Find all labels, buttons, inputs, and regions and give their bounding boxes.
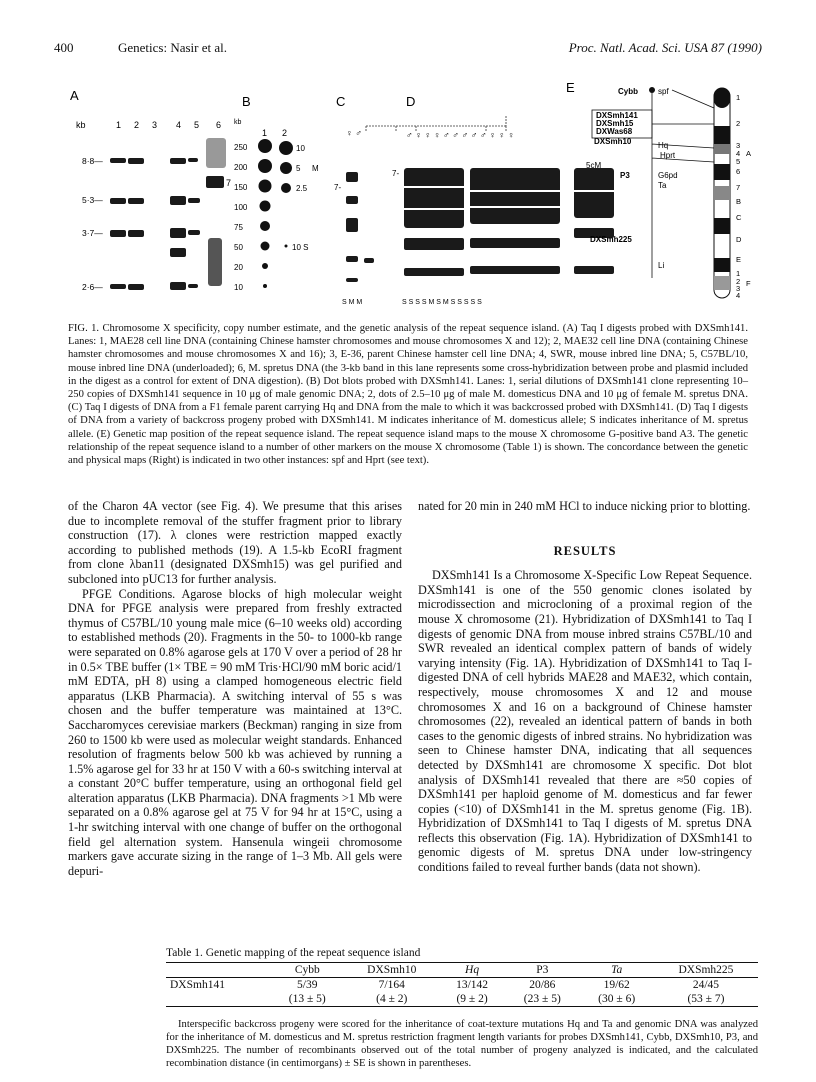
right-column — [418, 499, 752, 875]
lane-b-1: 1 — [262, 128, 268, 138]
table-footnote: Interspecific backcross progeny were scored for the inheritance of coat-texture mutations Hq and Ta and genomic DNA was analyzed for the inheritance of M. domesticus and M. spretus restriction fragment length variants for probes DXSmh141, Cybb, DXSmh10, P3, and DXSmh225. The number of recombinants observed out of the total number of progeny analyzed is indicated, and the calculated recombination distance (in centimorgans) ± SE is shown in parentheses. — [166, 1019, 758, 1069]
marker-dxsmh15: DXSmh15 — [596, 119, 634, 128]
marker-hq: Hq — [658, 141, 669, 150]
lane-a-6: 6 — [216, 120, 222, 130]
paragraph: nated for 20 min in 240 mM HCl to induce nicking prior to blotting. — [418, 499, 751, 513]
panel-d-arrow: 7- — [392, 169, 400, 178]
lane-a-4: 4 — [176, 120, 182, 130]
dot-b-size-3: 150 — [234, 183, 248, 192]
lane-a-5: 5 — [194, 120, 200, 130]
gel-a-bands — [110, 138, 226, 290]
svg-text:C: C — [736, 213, 742, 222]
table-header: Cybb — [294, 964, 320, 976]
panel-a-lanes — [116, 120, 221, 130]
running-header — [54, 40, 762, 60]
svg-text:3: 3 — [736, 284, 741, 293]
panel-d-label: D — [406, 94, 416, 109]
marker-dxsmh10: DXSmh10 — [594, 137, 632, 146]
panel-a — [70, 88, 231, 292]
panel-e-label: E — [566, 80, 575, 95]
svg-text:1: 1 — [736, 93, 741, 102]
panel-c-label: C — [336, 94, 346, 109]
svg-text:6: 6 — [736, 167, 741, 176]
chromosome-ideogram — [714, 88, 730, 298]
marker-li: Li — [658, 261, 665, 270]
size-a-1: 8·8— — [82, 156, 103, 166]
svg-text:♀ ♂: ♀ ♂ — [346, 128, 363, 138]
panel-b — [234, 94, 319, 292]
dot-blot-b — [258, 139, 293, 288]
panel-a-label: A — [70, 88, 79, 103]
table-header-row — [166, 963, 758, 978]
dot-b-size-7: 20 — [234, 263, 243, 272]
svg-text:2: 2 — [736, 277, 741, 286]
dot-b-size-5: 75 — [234, 223, 243, 232]
svg-text:5: 5 — [736, 157, 741, 166]
svg-text:D: D — [736, 235, 742, 244]
dot-b-size-4: 100 — [234, 203, 248, 212]
marker-dxwas68: DXWas68 — [596, 127, 633, 136]
table — [166, 962, 758, 1007]
lane-b-2: 2 — [282, 128, 288, 138]
svg-text:3: 3 — [736, 141, 741, 150]
lane-a-3: 3 — [152, 120, 158, 130]
panel-d-bottom: S S S S M S M S S S S S — [402, 299, 482, 306]
dot-b-s: 10 S — [292, 243, 309, 252]
panel-a-arrow: 7 — [226, 178, 232, 188]
panel-c-arrow: 7- — [334, 183, 342, 192]
row-label: DXSmh141 — [170, 979, 225, 991]
gel-d-bands — [404, 168, 614, 276]
dot-b-right-2: 5 — [296, 164, 301, 173]
lane-a-1: 1 — [116, 120, 122, 130]
panel-a-kb: kb — [76, 120, 86, 130]
table-header: DXSmh10 — [367, 964, 417, 976]
marker-spf: spf — [658, 87, 669, 96]
marker-cybb: Cybb — [618, 87, 638, 96]
size-a-3: 3·7— — [82, 228, 103, 238]
lane-a-2: 2 — [134, 120, 140, 130]
panel-b-kb: kb — [234, 119, 242, 126]
table-header: Hq — [465, 964, 480, 976]
dot-b-size-1: 250 — [234, 143, 248, 152]
svg-text:4: 4 — [736, 291, 741, 300]
journal-reference: Proc. Natl. Acad. Sci. USA 87 (1990) — [568, 40, 762, 55]
svg-text:A: A — [746, 149, 752, 158]
svg-text:4: 4 — [736, 149, 741, 158]
marker-dxsmh225: DXSmh225 — [590, 235, 632, 244]
marker-hprt: Hprt — [660, 151, 676, 160]
table-row: DXSmh141 5/39 7/164 13/142 20/86 19/62 24/45 — [166, 978, 758, 993]
marker-p3: P3 — [620, 171, 630, 180]
size-a-4: 2·6— — [82, 282, 103, 292]
map-scale: 5cM — [586, 161, 602, 170]
left-column — [68, 499, 402, 878]
svg-text:1: 1 — [736, 269, 741, 278]
paragraph: of the Charon 4A vector (see Fig. 4). We presume that this arises due to incomplete removal of the stuffer fragment prior to library construction (17). λ clones were restriction mapped exactly according to published methods (19). A 1.5-kb EcoRI fragment from clone λban11 (designated DXSmh15) was gel purified and subcloned into pUC13 for further analysis. — [68, 499, 402, 586]
svg-text:2: 2 — [736, 119, 741, 128]
table-header: P3 — [536, 964, 549, 976]
svg-text:F: F — [746, 279, 751, 288]
svg-text:7: 7 — [736, 183, 741, 192]
panel-c-bottom: S M M — [342, 299, 363, 306]
dot-b-m: M — [312, 164, 319, 173]
table-1 — [166, 947, 758, 1007]
dot-b-size-6: 50 — [234, 243, 243, 252]
marker-g6pd: G6pd — [658, 171, 678, 180]
panel-d — [366, 94, 614, 306]
dot-b-size-8: 10 — [234, 283, 243, 292]
table-title: Table 1. Genetic mapping of the repeat sequence island — [166, 947, 421, 959]
dot-b-size-2: 200 — [234, 163, 248, 172]
table-header: DXSmh225 — [678, 964, 734, 976]
svg-text:E: E — [736, 255, 742, 264]
dot-b-right-3: 2.5 — [296, 184, 308, 193]
svg-text:♂ ♀ ♀ ♀ ♂ ♂ ♂ ♂ ♂ ♀ ♀ ♀: ♂ ♀ ♀ ♀ ♂ ♂ ♂ ♂ ♂ ♀ ♀ ♀ — [406, 130, 515, 140]
marker-dxsmh141: DXSmh141 — [596, 111, 638, 120]
panel-b-label: B — [242, 94, 251, 109]
figure-1 — [66, 78, 766, 308]
marker-ta: Ta — [658, 181, 667, 190]
dot-b-right-1: 10 — [296, 144, 305, 153]
figure-caption: FIG. 1. Chromosome X specificity, copy number estimate, and the genetic analysis of the repeat sequence island. (A) Taq I digests probed with DXSmh141. Lanes: 1, MAE28 cell line DNA (containing Chinese hamster chromosomes and mouse chromosomes X and 12); 2, MAE32 cell line DNA (containing Chinese hamster chromosomes and mouse chromosomes X and 16); 3, E-36, parent Chinese hamster cell line DNA; 4, SWR, mouse inbred line DNA; 5, C57BL/10, mouse inbred line DNA (underloaded); 6, M. spretus DNA (the 3-kb band in this lane represents some cross-hybridization between probe and plasmid included in the digest as a control for extent of DNA digestion). (B) Dot blots probed with DXSmh141. Lanes: 1, serial dilutions of DXSmh141 clone representing 10–250 copies of DXSmh141 sequence in 10 μg of male genomic DNA; 2, dots of 2.5–10 μg of male M. domesticus DNA and 10 μg of female M. spretus DNA. (C) Taq I digests of DNA from a F1 female parent carrying Hq and DNA from the male to which it was backcrossed probed with DXSmh141. (D) Taq I digests of DNA from a variety of backcross progeny probed with DXSmh141. M indicates inheritance of M. domesticus allele; S indicates inheritance of M. spretus allele. (E) Genetic map position of the repeat sequence island. The repeat sequence island maps to the mouse X chromosome G-positive band A3. The genetic relationship of the repeat sequence island to a number of other markers on the mouse X chromosome (Table 1) is shown. The concordance between the genetic and physical maps (Right) is indicated in two other instances: spf and Hprt (see text). — [68, 323, 748, 467]
paragraph: DXSmh141 Is a Chromosome X-Specific Low Repeat Sequence. DXSmh141 is one of the 550 genomic clones isolated by microdissection and microcloning of a proximal region of the mouse X chromosome (21). Hybridization of DXSmh141 to Taq I digests of genomic DNA from mouse inbred strains C57BL/10 and SWR revealed an identical complex pattern of bands of widely varying intensity (Fig. 1A). Hybridization of DXSmh141 to Taq I-digested DNA of cell hybrids MAE28 and MAE32, which contain, respectively, mouse chromosomes X and 12 and mouse chromosomes X and 16 on a background of Chinese hamster chromosomes (22), revealed an identical pattern of bands in both cases to the genomic digests of inbred strains. No hybridization was seen to Chinese hamster DNA, indicating that all sequences detected by DXSmh141 are chromosome X specific. Dot blot analysis of DXSmh141 revealed that there are ≈50 copies of DXSmh141 per haploid genome of M. domesticus and far fewer copies (<10) of DXSmh141 in the M. spretus genome (Fig. 1B). Hybridization of DXSmh141 to Taq I digests of M. spretus DNA reflects this observation (Fig. 1A). Hybridization of DXSmh141 to genomic digests of M. spretus DNA under low-stringency conditions failed to reveal further bands (data not shown). — [418, 568, 752, 875]
table-header: Ta — [611, 964, 623, 976]
svg-text:B: B — [736, 197, 742, 206]
table-row: (13 ± 5) (4 ± 2) (9 ± 2) (23 ± 5) (30 ± 6) (53 ± 7) — [166, 992, 758, 1007]
section-heading: RESULTS — [553, 543, 617, 558]
page-number: 400 — [54, 40, 74, 55]
paragraph: PFGE Conditions. Agarose blocks of high molecular weight DNA for PFGE analysis were prepared from freshly extracted thymus of C57BL/10 young male mice (6–10 weeks old) according to established methods (20). Fragments in the 50- to 1000-kb range were separated on 0.8% agarose gels at 170 V over a period of 28 hr in 0.5× TBE buffer (1× TBE = 90 mM Tris·HCl/90 mM boric acid/1 mM EDTA, pH 8) using a clamped homogeneous electric field apparatus (LKB Pharmacia). A switching interval of 55 s was chosen and the buffer temperature was maintained at 13°C. Saccharomyces cerevisiae markers (Beckman) ranging in size from 260 to 1500 kb were used as molecular weight standards. Enhanced resolution of fragments below 500 kb was achieved by running a 1.5% agarose gel for 33 hr at 150 V with a 60-s switching interval at a constant 20°C buffer temperature, using an orthogonal field gel alteration apparatus (LKB Pharmacia). DNA fragments >1 Mb were separated on a 0.8% agarose gel at 75 V for 94 hr at 15°C, using a 1-hr switching interval with one change of buffer on the orthogonal field gel alternation system. Hansenula wingeii chromosome markers gave accurate sizing in the range of 1–3 Mb. All gels were depuri- — [68, 586, 402, 878]
size-a-2: 5·3— — [82, 195, 103, 205]
journal-section: Genetics: Nasir et al. — [118, 40, 228, 55]
